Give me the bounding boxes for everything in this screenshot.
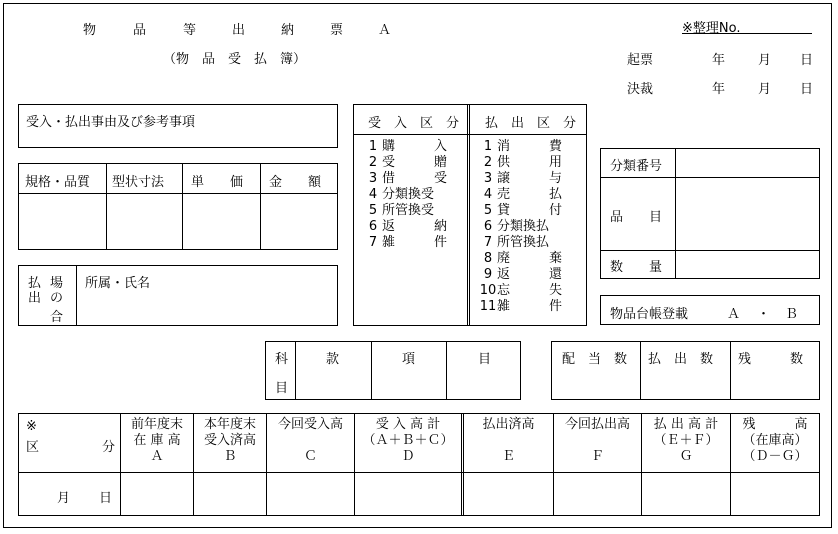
list-item: 11 雑 件	[479, 299, 563, 314]
subtitle: （物 品 受 払 簿）	[163, 52, 307, 67]
class-row-line	[601, 250, 819, 251]
title-char: 物	[83, 23, 97, 38]
receive-title: 受 入 区 分	[368, 116, 460, 131]
kihyo-label: 起票	[627, 53, 654, 68]
alloc-col-line	[640, 342, 641, 399]
kessai-label: 決裁	[627, 82, 654, 97]
list-item: 6 分類換払	[483, 219, 550, 234]
title-char: 等	[183, 23, 197, 38]
bottom-table	[18, 413, 820, 516]
zan-label: 残 数	[738, 352, 804, 367]
ledger-label: 物品台帳登載	[610, 307, 689, 322]
title-char: 票	[330, 23, 344, 38]
kubun-bun: 分	[102, 440, 116, 455]
col-f-header: 今回払出高 Ｆ	[564, 417, 630, 464]
place-col-line	[76, 266, 77, 325]
spec-col-line	[260, 164, 261, 249]
col-d-header: 受 入 高 計 （Ａ＋Ｂ＋Ｃ） Ｄ	[362, 417, 454, 464]
list-item: 3 譲 与	[483, 171, 563, 186]
kessai-day: 日	[800, 82, 814, 97]
list-item: 4 分類換受	[368, 187, 435, 202]
list-item: 7 所管換払	[483, 235, 550, 250]
account-box	[265, 341, 521, 400]
col-zan-header: 残 高 （在庫高） （Ｄ－Ｇ）	[742, 417, 808, 464]
col-b-header: 本年度末 受入済高 Ｂ	[203, 417, 256, 464]
spec-header-kikaku: 規格・品質	[25, 175, 91, 190]
place-box	[18, 265, 338, 326]
alloc-col-line	[730, 342, 731, 399]
account-ko: 項	[402, 352, 416, 367]
kihyo-year: 年	[712, 53, 726, 68]
title-char: Ａ	[378, 23, 392, 38]
list-item: 1 購 入	[368, 139, 448, 154]
account-col-line	[371, 342, 372, 399]
list-item: 8 廃 棄	[483, 251, 563, 266]
allocation-box	[551, 341, 820, 400]
list-item: 10 忘 失	[479, 283, 563, 298]
bunrui-label: 分類番号	[610, 159, 663, 174]
class-row-line	[601, 177, 819, 178]
list-item: 3 借 受	[368, 171, 448, 186]
kihyo-day: 日	[800, 53, 814, 68]
type-box	[353, 104, 587, 326]
hinmoku-label: 品 目	[610, 210, 663, 225]
spec-header-keijo: 型状寸法	[112, 175, 165, 190]
account-ka: 科	[275, 352, 289, 367]
bottom-month: 月	[57, 491, 71, 506]
haito-label: 配 当 数	[562, 352, 628, 367]
class-col-line	[675, 149, 676, 278]
col-g-header: 払 出 高 計 （Ｅ＋Ｆ） Ｇ	[653, 417, 719, 464]
type-double-line	[467, 105, 470, 325]
list-item: 1 消 費	[483, 139, 563, 154]
type-header-divider	[354, 134, 586, 135]
list-item: 4 売 払	[483, 187, 563, 202]
col-c-header: 今回受入高 Ｃ	[277, 417, 343, 464]
list-item: 5 貸 付	[483, 203, 563, 218]
seiri-no-label: ※整理No.	[682, 21, 741, 36]
place-label-left: 払 出	[28, 276, 42, 306]
pay-list	[479, 139, 579, 315]
place-name-label: 所属・氏名	[85, 276, 151, 291]
bottom-day: 日	[99, 491, 113, 506]
list-item: 7 雑 件	[368, 235, 448, 250]
kessai-year: 年	[712, 82, 726, 97]
list-item: 2 供 用	[483, 155, 563, 170]
place-label-right: 合	[50, 310, 64, 325]
list-item: 6 返 納	[368, 219, 448, 234]
account-col-line	[446, 342, 447, 399]
ledger-b: Ｂ	[785, 307, 799, 322]
list-item: 9 返 還	[483, 267, 563, 282]
spec-header-kingaku: 金 額	[269, 175, 322, 190]
title-char: 品	[133, 23, 147, 38]
ledger-dot: ・	[757, 307, 771, 322]
kihyo-month: 月	[758, 53, 772, 68]
pay-title: 払 出 区 分	[485, 116, 577, 131]
spec-col-line	[182, 164, 183, 249]
title-char: 出	[232, 23, 246, 38]
account-col-line	[295, 342, 296, 399]
suryo-label: 数 量	[610, 260, 663, 275]
classification-box	[600, 148, 820, 279]
reason-label: 受入・払出事由及び参考事項	[26, 115, 196, 130]
bottom-row-line	[19, 472, 819, 473]
kubun-mark: ※	[26, 419, 37, 434]
list-item: 2 受 贈	[368, 155, 448, 170]
spec-header-tanka: 単 価	[191, 175, 244, 190]
receive-list	[364, 139, 460, 251]
list-item: 5 所管換受	[368, 203, 435, 218]
col-a-header: 前年度末 在 庫 高 Ａ	[130, 417, 183, 464]
reason-box[interactable]	[18, 104, 338, 148]
account-moku2: 目	[478, 352, 492, 367]
kessai-month: 月	[758, 82, 772, 97]
place-label-mid: 場 の	[50, 276, 64, 306]
ledger-a: Ａ	[727, 307, 741, 322]
account-kan: 款	[326, 352, 340, 367]
col-e-header: 払出済高 Ｅ	[482, 417, 535, 464]
spec-col-line	[106, 164, 107, 249]
seiri-no-underline	[682, 33, 812, 34]
account-moku: 目	[275, 381, 289, 396]
title-char: 納	[281, 23, 295, 38]
ledger-box	[600, 295, 820, 325]
spec-divider	[19, 193, 337, 194]
kubun-ku: 区	[26, 440, 40, 455]
spec-table	[18, 163, 338, 250]
haraidashi-label: 払 出 数	[648, 352, 714, 367]
